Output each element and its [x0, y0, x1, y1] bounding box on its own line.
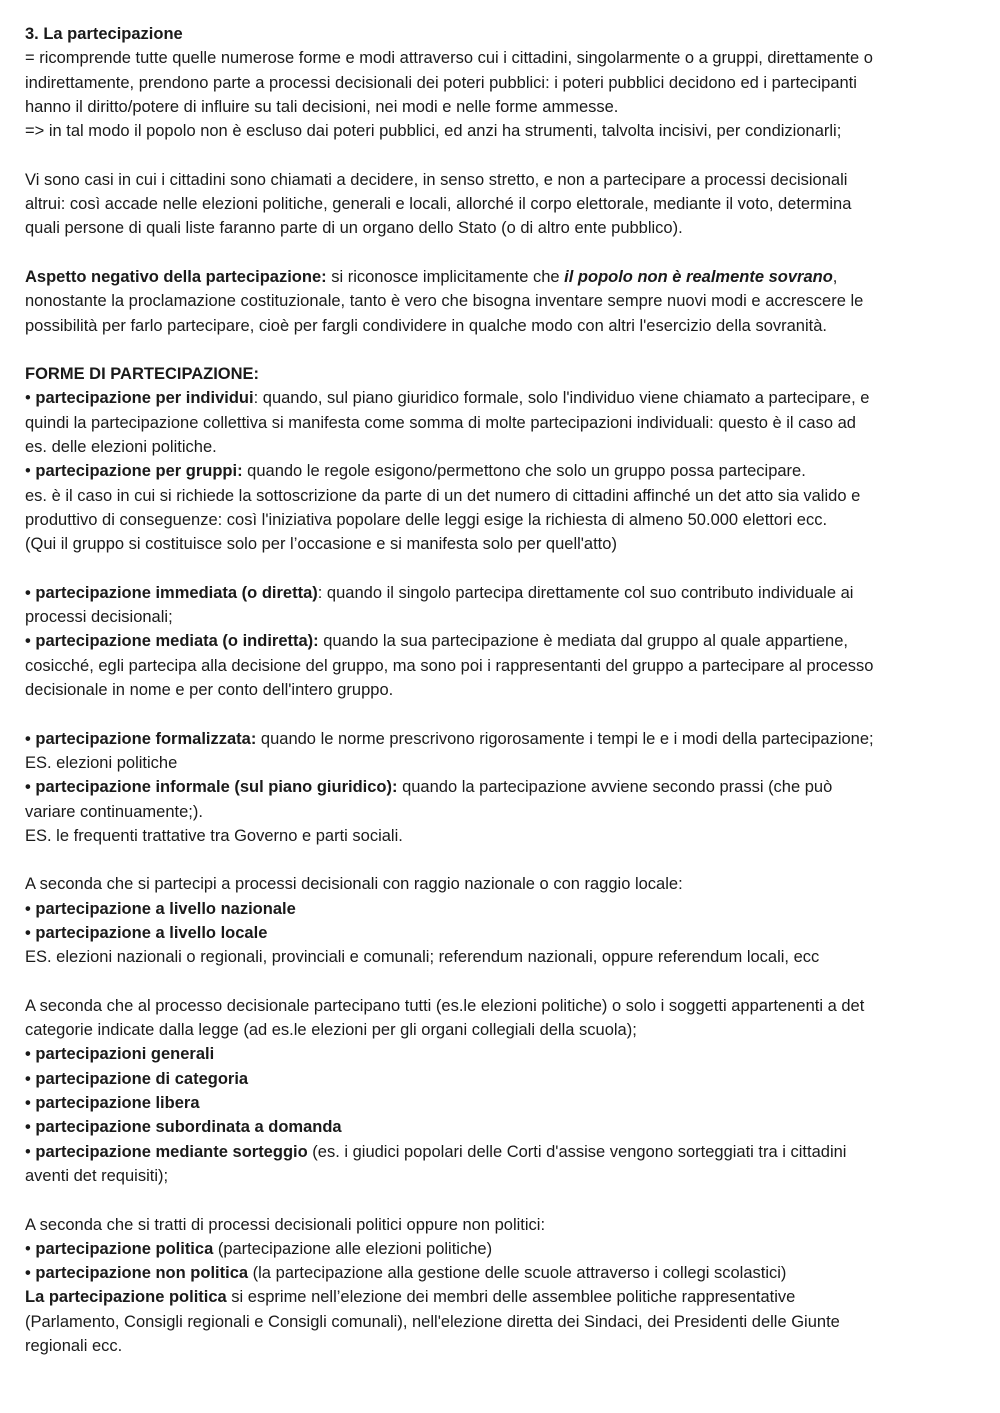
text-line [25, 751, 980, 775]
text-span: si esprime nell’elezione dei membri delle assemblee politiche rappresentative [226, 1288, 796, 1307]
text-span: hanno il diritto/potere di influire su tali decisioni, nei modi e nelle forme ammesse. [25, 97, 619, 116]
text-line [25, 654, 980, 678]
bold-text: • partecipazione a livello locale [25, 923, 268, 942]
text-line [25, 119, 980, 143]
bold-text: partecipazione per individui [35, 389, 254, 408]
text-line [25, 1285, 980, 1309]
text-span: (Qui il gruppo si costituisce solo per l’occasione e si manifesta solo per quell'atto) [25, 535, 617, 554]
text-line [25, 289, 980, 313]
text-line [25, 71, 980, 95]
text-line [25, 192, 980, 216]
text-span: es. è il caso in cui si richiede la sottoscrizione da parte di un det numero di cittadini affinché un det atto sia valido e [25, 486, 861, 505]
text-span: • [25, 1142, 36, 1161]
text-span: produttivo di conseguenze: così l'iniziativa popolare delle leggi esige la richiesta di almeno 50.000 elettori ecc. [25, 510, 828, 529]
text-line [25, 216, 980, 240]
text-span: ES. elezioni nazionali o regionali, provinciali e comunali; referendum nazionali, oppure referendum locali, ecc [25, 948, 820, 967]
text-line [25, 386, 980, 410]
text-line [25, 678, 980, 702]
text-line [25, 605, 980, 629]
text-span: ES. le frequenti trattative tra Governo e parti sociali. [25, 826, 403, 845]
bold-text: • partecipazione libera [25, 1094, 200, 1113]
bold-text: • partecipazione informale (sul piano giuridico): [25, 778, 398, 797]
document-page [25, 22, 980, 1358]
bold-text: • partecipazione formalizzata: [25, 729, 257, 748]
paragraph-gap [25, 338, 980, 362]
text-line [25, 581, 980, 605]
text-line [25, 1067, 980, 1091]
text-line [25, 1042, 980, 1066]
paragraph-gap [25, 1188, 980, 1212]
text-line [25, 314, 980, 338]
paragraph-gap [25, 702, 980, 726]
text-span: possibilità per farlo partecipare, cioè per fargli condividere in qualche modo con altri l'esercizio della sovranità. [25, 316, 827, 335]
text-line [25, 800, 980, 824]
text-line [25, 1140, 980, 1164]
text-span: quando le norme prescrivono rigorosamente i tempi le e i modi della partecipazione; [256, 729, 874, 748]
bold-text: La partecipazione politica [25, 1288, 227, 1307]
text-line [25, 1310, 980, 1334]
text-line [25, 824, 980, 848]
bold-text: partecipazione politica [35, 1239, 214, 1258]
text-line [25, 994, 980, 1018]
text-line [25, 411, 980, 435]
paragraph-gap [25, 970, 980, 994]
text-line [25, 459, 980, 483]
text-span: quando le regole esigono/permettono che solo un gruppo possa partecipare. [242, 462, 806, 481]
text-span: altrui: così accade nelle elezioni politiche, generali e locali, allorché il corpo elettorale, mediante il voto, determina [25, 195, 852, 214]
text-span: (es. i giudici popolari delle Corti d'assise vengono sorteggiati tra i cittadini [307, 1142, 847, 1161]
text-span: (Parlamento, Consigli regionali e Consigli comunali), nell'elezione diretta dei Sindaci, dei Presidenti delle Giunte [25, 1312, 840, 1331]
bold-text: • partecipazione di categoria [25, 1069, 249, 1088]
text-line [25, 46, 980, 70]
text-line [25, 1213, 980, 1237]
text-line [25, 95, 980, 119]
bold-text: Aspetto negativo della partecipazione: [25, 267, 327, 286]
text-line [25, 1334, 980, 1358]
text-span: A seconda che al processo decisionale partecipano tutti (es.le elezioni politiche) o solo i soggetti appartenenti a det [25, 996, 865, 1015]
text-line [25, 921, 980, 945]
text-span: Vi sono casi in cui i cittadini sono chiamati a decidere, in senso stretto, e non a partecipare a processi decisionali [25, 170, 848, 189]
text-span: nonostante la proclamazione costituzionale, tanto è vero che bisogna inventare sempre nuovi modi e accrescere le [25, 292, 864, 311]
text-span: quando la partecipazione avviene secondo prassi (che può [397, 778, 833, 797]
text-line [25, 775, 980, 799]
text-line [25, 168, 980, 192]
paragraph-gap [25, 557, 980, 581]
text-line [25, 1018, 980, 1042]
bold-text: partecipazione per gruppi: [35, 462, 243, 481]
text-line [25, 362, 980, 386]
text-span: decisionale in nome e per conto dell'intero gruppo. [25, 681, 394, 700]
text-span: => in tal modo il popolo non è escluso dai poteri pubblici, ed anzi ha strumenti, talvolta incisivi, per condizionarli; [25, 122, 842, 141]
text-span: variare continuamente;). [25, 802, 203, 821]
text-span: quindi la partecipazione collettiva si manifesta come somma di molte partecipazioni individuali: questo è il caso ad [25, 413, 856, 432]
text-line [25, 629, 980, 653]
text-line [25, 1261, 980, 1285]
text-span: quando la sua partecipazione è mediata dal gruppo al quale appartiene, [318, 632, 848, 651]
text-line [25, 435, 980, 459]
text-line [25, 727, 980, 751]
text-line [25, 1237, 980, 1261]
text-span: A seconda che si partecipi a processi decisionali con raggio nazionale o con raggio locale: [25, 875, 683, 894]
text-line [25, 484, 980, 508]
text-span: : quando il singolo partecipa direttamente col suo contributo individuale ai [317, 583, 854, 602]
text-line [25, 1115, 980, 1139]
text-line [25, 265, 980, 289]
text-span: cosicché, egli partecipa alla decisione del gruppo, ma sono poi i rappresentanti del gruppo a partecipare al processo [25, 656, 874, 675]
paragraph-gap [25, 848, 980, 872]
text-line [25, 508, 980, 532]
bold-italic-text: il popolo non è realmente sovrano [564, 267, 833, 286]
text-span: categorie indicate dalla legge (ad es.le elezioni per gli organi collegiali della scuola); [25, 1021, 637, 1040]
paragraph-gap [25, 241, 980, 265]
bold-text: • partecipazione a livello nazionale [25, 899, 296, 918]
bold-text: 3. La partecipazione [25, 25, 183, 43]
text-span: processi decisionali; [25, 608, 173, 627]
text-span: (partecipazione alle elezioni politiche) [213, 1239, 493, 1258]
text-line [25, 945, 980, 969]
text-span: regionali ecc. [25, 1337, 123, 1356]
bold-text: • partecipazione immediata (o diretta) [25, 583, 318, 602]
text-span: quali persone di quali liste faranno parte di un organo dello Stato (o di altro ente pubblico). [25, 219, 683, 238]
text-line [25, 1091, 980, 1115]
text-span: aventi det requisiti); [25, 1166, 169, 1185]
text-span: : quando, sul piano giuridico formale, solo l'individuo viene chiamato a partecipare, e [253, 389, 870, 408]
text-span: indirettamente, prendono parte a processi decisionali dei poteri pubblici: i poteri pubblici decidono ed i partecipanti [25, 73, 857, 92]
text-span: A seconda che si tratti di processi decisionali politici oppure non politici: [25, 1215, 546, 1234]
text-line [25, 22, 980, 46]
bold-text: partecipazione mediante sorteggio [35, 1142, 308, 1161]
bold-text: FORME DI PARTECIPAZIONE: [25, 365, 260, 384]
text-span: • [25, 389, 36, 408]
text-line [25, 897, 980, 921]
text-span: es. delle elezioni politiche. [25, 438, 217, 457]
text-span: • [25, 462, 36, 481]
bold-text: • partecipazione non politica [25, 1264, 249, 1283]
text-line [25, 1164, 980, 1188]
text-span: , [832, 267, 838, 286]
bold-text: • partecipazione mediata (o indiretta): [25, 632, 319, 651]
bold-text: • partecipazione subordinata a domanda [25, 1118, 342, 1137]
text-span: si riconosce implicitamente che [326, 267, 565, 286]
text-line [25, 872, 980, 896]
text-span: (la partecipazione alla gestione delle scuole attraverso i collegi scolastici) [248, 1264, 787, 1283]
bold-text: • partecipazioni generali [25, 1045, 215, 1064]
text-span: ES. elezioni politiche [25, 753, 178, 772]
text-span: • [25, 1239, 36, 1258]
paragraph-gap [25, 143, 980, 167]
text-span: = ricomprende tutte quelle numerose forme e modi attraverso cui i cittadini, singolarmente o a gruppi, direttamente o [25, 49, 873, 68]
text-line [25, 532, 980, 556]
